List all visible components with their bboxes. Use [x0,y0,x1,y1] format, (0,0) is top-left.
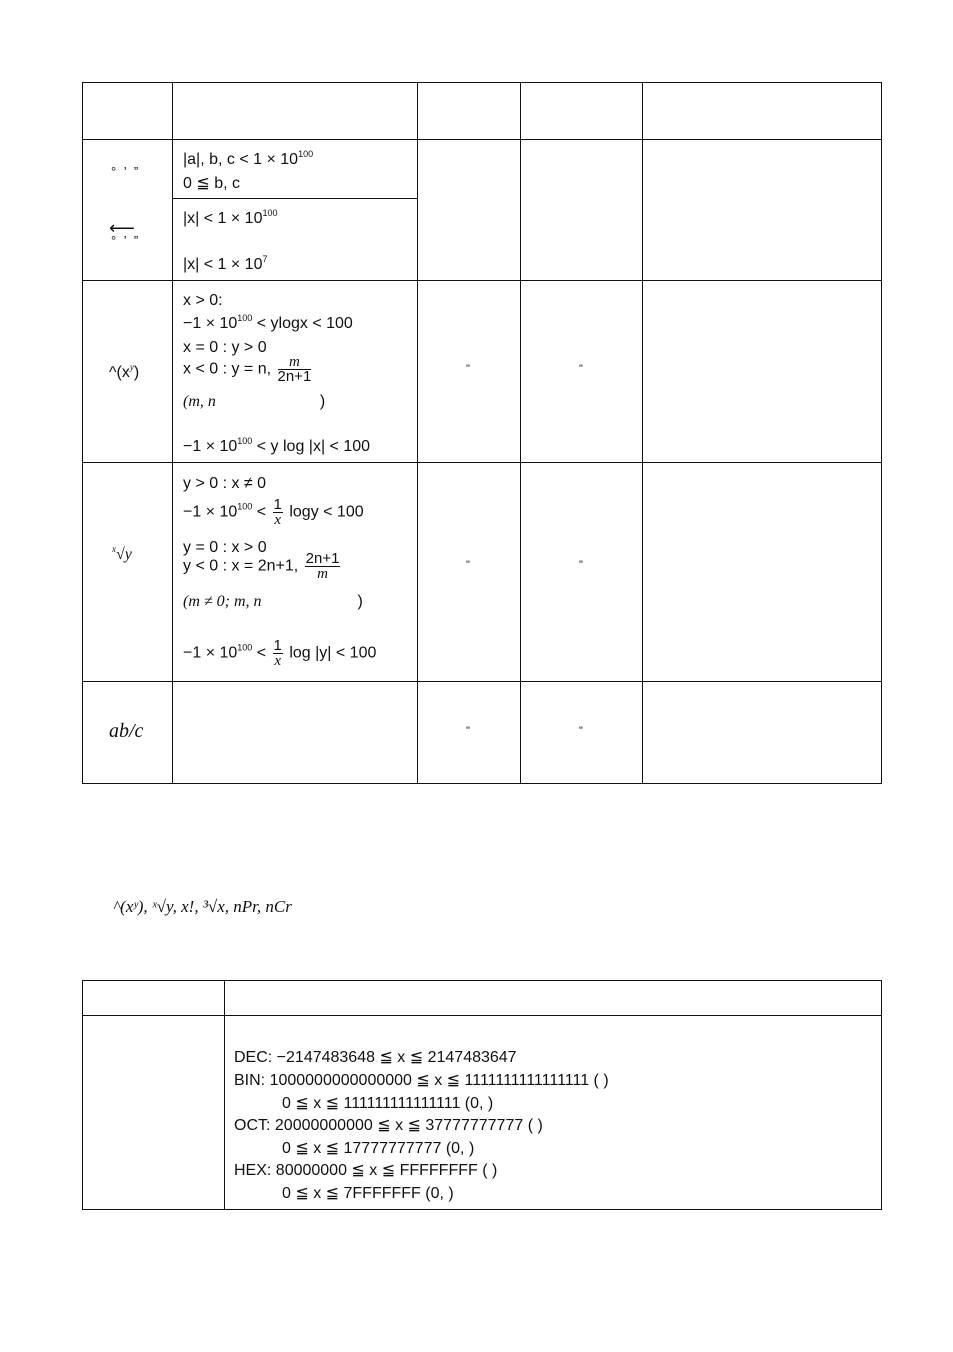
ditto-mark: " [579,559,583,571]
power-range-l5: (m, n ) [183,393,326,410]
table1-right-border [881,82,882,784]
root-symbol: $^x$√y [112,544,132,563]
table1-bottom-border [82,783,882,784]
dms-reverse-range-line1: $|x| < 1 \times 10^{100}$ [183,208,278,227]
root-range-l6: $-1 \times 10^{100}$ < $\frac{1}{x}$ log |y| < 100 [183,637,377,669]
root-range-l4: y < 0 : x = 2n+1, $\frac{2n+1}{m}$ [183,550,340,582]
dms-range-line1: |a|, b, $c < 1 \times 10^{100}$ [183,149,314,168]
ditto-mark: " [466,725,470,737]
dms-range-line2: 0 ≦ b, c [183,175,240,192]
root-fraction: $\frac{1}{x}$ [273,496,282,528]
table1-row-divider [82,462,882,463]
root-range-l1: y > 0 : x ≠ 0 [183,475,267,492]
power-range-l1: x > 0: [183,292,223,309]
power-range-l6: $-1 \times 10^{100} < y$ log |x| < 100 [183,436,371,455]
table2-top-border [82,980,882,981]
base-range-oct-negative: OCT: 20000000000 ≦ x ≦ 37777777777 ( ) [234,1117,543,1134]
table1-row-divider [82,280,882,281]
root-range-l2: $-1 \times 10^{100}$ < $\frac{1}{x}$ logy < 100 [183,496,364,528]
table1-top-border [82,82,882,83]
power-range-l2: $-1 \times 10^{100} < ylogx < 100$ [183,313,353,332]
root-range-l5: (m ≠ 0; m, n ) [183,593,363,610]
dms-reverse-symbol: ° ’ ” [111,233,141,248]
base-range-hex-negative: HEX: 80000000 ≦ x ≦ FFFFFFFF ( ) [234,1162,498,1179]
table1-row-divider [82,681,882,682]
table1-header-bottom [82,139,882,140]
base-range-bin-positive: 0 ≦ x ≦ 111111111111111 (0, ) [282,1095,494,1112]
table1-row-divider [172,198,417,199]
base-range-oct-positive: 0 ≦ x ≦ 17777777777 (0, ) [282,1140,475,1157]
base-range-dec: DEC: −2147483648 ≦ x ≦ 2147483647 [234,1049,517,1066]
table2-bottom-border [82,1209,882,1210]
table1-col-divider [172,82,173,784]
fraction-symbol: ab/c [109,720,144,742]
base-range-bin-negative: BIN: 1000000000000000 ≦ x ≦ 1111111111111111 ( ) [234,1072,609,1089]
function-list: ^(xʸ), ˣ√y, x!, ³√x, nPr, nCr [113,897,292,916]
root-fraction: $\frac{1}{x}$ [273,637,282,669]
table1-col-divider [642,82,643,784]
dms-reverse-range-line2: $|x| < 1 \times 10^7$ [183,254,268,273]
root-range-l3: y = 0 : x > 0 [183,539,267,556]
ditto-mark: " [579,363,583,375]
power-range-l4: x < 0 : y = n, $\frac{m}{2n+1}$ [183,354,312,385]
root-fraction: $\frac{2n+1}{m}$ [305,550,340,582]
table2-col-divider [224,980,225,1210]
table1-left-border [82,82,83,784]
ditto-mark: " [466,363,470,375]
table2-header-bottom [82,1015,882,1016]
power-symbol: $\^{}(x^y)$ [109,362,140,381]
table1-col-divider [417,82,418,784]
dms-symbol: ° ’ ” [111,164,141,179]
power-range-l3: x = 0 : y > 0 [183,339,267,356]
table2-right-border [881,980,882,1210]
ditto-mark: " [579,725,583,737]
arrow-left-icon: ⟵ [109,218,135,238]
power-fraction: $\frac{m}{2n+1}$ [277,354,312,385]
base-range-hex-positive: 0 ≦ x ≦ 7FFFFFFF (0, ) [282,1185,454,1202]
ditto-mark: " [466,559,470,571]
table1-col-divider [520,82,521,784]
table2-left-border [82,980,83,1210]
